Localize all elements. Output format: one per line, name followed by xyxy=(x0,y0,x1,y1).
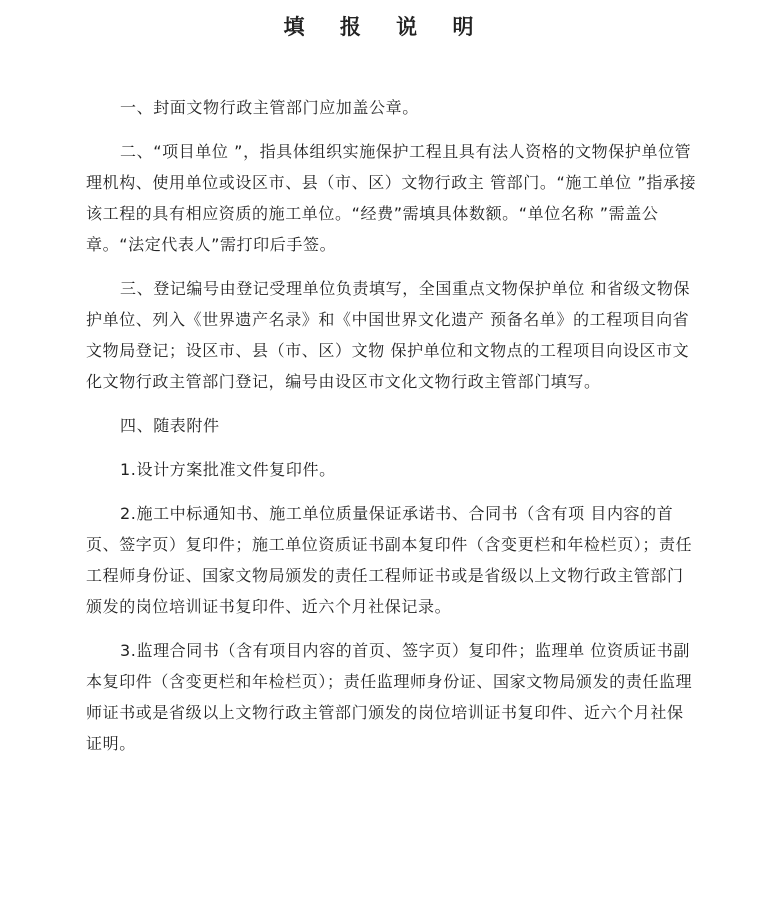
document-body xyxy=(86,92,698,772)
paragraph-attachments-heading: 四、随表附件 xyxy=(120,416,220,435)
paragraph-cover-seal: 一、封面文物行政主管部门应加盖公章。 xyxy=(120,98,419,117)
paragraph-attachment-2: 2.施工中标通知书、施工单位质量保证承诺书、合同书（含有项 目内容的首页、签字页）复印件；施工单位资质证书副本复印件（含变更栏和年检栏页）；责任工程师身份证、国家文物局颁发的责任工程师证书或是省级以上文物行政主管部门颁发的岗位培训证书复印件、近六个月社保记录。 xyxy=(86,504,693,616)
paragraph-unit-definitions: 二、“项目单位 ”，指具体组织实施保护工程且具有法人资格的文物保护单位管理机构、使用单位或设区市、县（市、区）文物行政主 管部门。“施工单位 ”指承接该工程的具有相应资质的施工单位。“经费”需填具体数额。“单位名称 ”需盖公章。“法定代表人”需打印后手签。 xyxy=(86,142,697,254)
document-title: 填 报 说 明 xyxy=(283,15,488,39)
paragraph-attachment-1: 1.设计方案批准文件复印件。 xyxy=(120,460,336,479)
paragraph-attachment-3: 3.监理合同书（含有项目内容的首页、签字页）复印件；监理单 位资质证书副本复印件（含变更栏和年检栏页）；责任监理师身份证、国家文物局颁发的责任监理师证书或是省级以上文物行政主管部门颁发的岗位培训证书复印件、近六个月社保证明。 xyxy=(86,641,693,753)
paragraph-registration-number: 三、登记编号由登记受理单位负责填写，全国重点文物保护单位 和省级文物保护单位、列入《世界遗产名录》和《中国世界文化遗产 预备名单》的工程项目向省文物局登记；设区市、县（市、区）文物 保护单位和文物点的工程项目向设区市文化文物行政主管部门登记，编号由设区市文化文物行政主管部门填写。 xyxy=(86,279,691,391)
